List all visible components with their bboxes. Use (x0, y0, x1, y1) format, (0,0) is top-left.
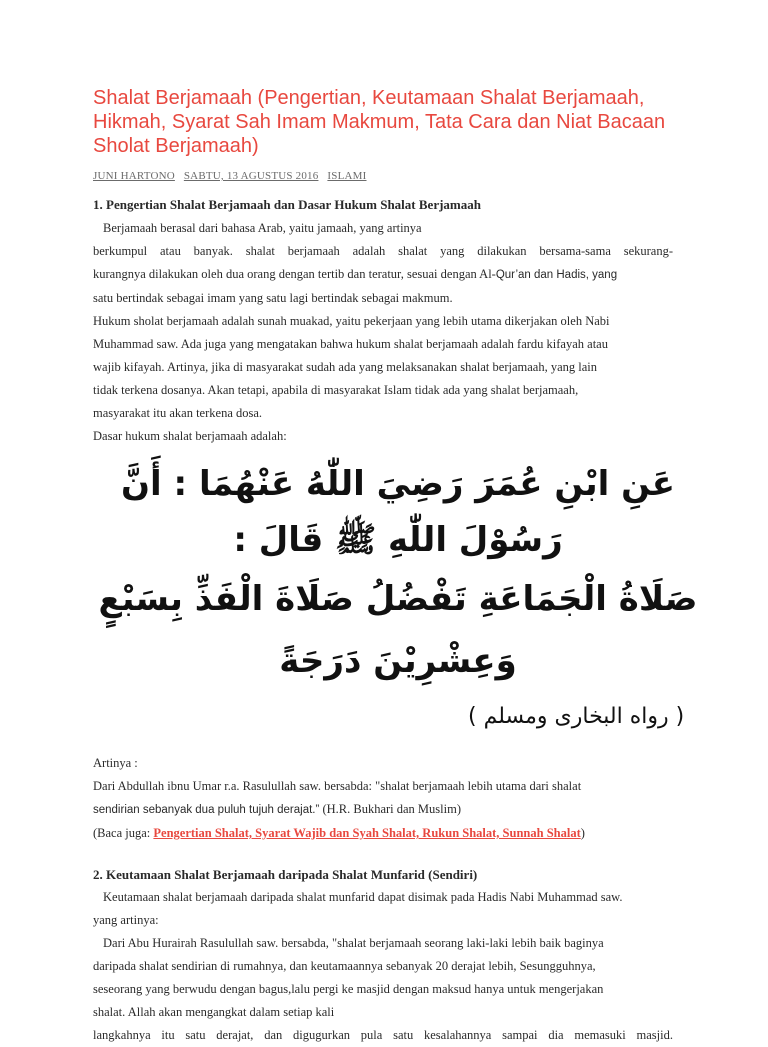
paragraph-line: Muhammad saw. Ada juga yang mengatakan bahwa hukum shalat berjamaah adalah fardu kifayah atau (93, 337, 608, 351)
line-text: kurangnya dilakukan oleh dua orang dengan tertib dan teratur, sesuai dengan Al- (93, 267, 496, 281)
paragraph-line: masyarakat itu akan terkena dosa. (93, 406, 263, 420)
section2-heading: 2. Keutamaan Shalat Berjamaah daripada Shalat Munfarid (Sendiri) (93, 867, 478, 882)
line-text-sans: Qur’an dan Hadis, yang (495, 269, 618, 281)
paragraph-line: Keutamaan shalat berjamaah daripada shalat munfarid dapat disimak pada Hadis Nabi Muhammad saw. (103, 890, 623, 904)
paragraph-line: Berjamaah berasal dari bahasa Arab, yaitu jamaah, yang artinya (103, 221, 422, 235)
paragraph-line: shalat. Allah akan mengangkat dalam setiap kali (93, 1005, 335, 1019)
paragraph-line: berkumpul atau banyak. shalat berjamaah adalah shalat yang dilakukan bersama-sama sekurang- (93, 244, 673, 258)
baca-juga (93, 822, 673, 845)
baca-juga-link[interactable]: Pengertian Shalat, Syarat Wajib dan Syah Shalat, Rukun Shalat, Sunnah Shalat (153, 826, 581, 840)
paragraph-line: Hukum sholat berjamaah adalah sunah muakad, yaitu pekerjaan yang lebih utama dikerjakan oleh Nabi (93, 314, 610, 328)
article (93, 86, 698, 1047)
paragraph-line: wajib kifayah. Artinya, jika di masyarakat sudah ada yang melaksanakan shalat berjamaah, yang lain (93, 360, 597, 374)
article-meta (93, 170, 673, 182)
paragraph-line: daripada shalat sendirian di rumahnya, dan keutamaannya sebanyak 20 derajat lebih, Sesungguhnya, (93, 959, 596, 973)
artinya-source: (H.R. Bukhari dan Muslim) (319, 802, 461, 816)
paragraph-line: seseorang yang berwudu dengan bagus,lalu pergi ke masjid dengan maksud hanya untuk mengerjakan (93, 982, 604, 996)
article-title: Shalat Berjamaah (Pengertian, Keutamaan Shalat Berjamaah, Hikmah, Syarat Sah Imam Makmum, Tata Cara dan Niat Bacaan Sholat Berjamaah) (93, 87, 666, 157)
date-link[interactable]: SABTU, 13 AGUSTUS 2016 (183, 170, 319, 182)
section1-heading: 1. Pengertian Shalat Berjamaah dan Dasar Hukum Shalat Berjamaah (93, 197, 481, 212)
artinya-line (93, 798, 673, 822)
arabic-line: صَلَاةُ الْجَمَاعَةِ تَفْضُلُ صَلَاةَ الْفَذِّ بِسَبْعٍ وَعِشْرِيْنَ دَرَجَةً (98, 579, 698, 681)
baca-juga-prefix: (Baca juga: (93, 826, 154, 840)
paragraph-line: Dari Abu Hurairah Rasulullah saw. bersabda, "shalat berjamaah seorang laki-laki lebih baik baginya (103, 936, 604, 950)
arabic-line: عَنِ ابْنِ عُمَرَ رَضِيَ اللّٰهُ عَنْهُمَا : أَنَّ رَسُوْلَ اللّٰهِ ﷺ قَالَ : (121, 464, 675, 560)
paragraph-line: langkahnya itu satu derajat, dan digugurkan pula satu kesalahannya sampai dia memasuki masjid. (93, 1028, 673, 1042)
section1-body (93, 217, 673, 448)
arabic-hadith-image (88, 456, 708, 742)
author-link[interactable]: JUNI HARTONO (93, 170, 175, 182)
baca-juga-suffix: ) (580, 826, 585, 840)
paragraph-line: Dasar hukum shalat berjamaah adalah: (93, 429, 287, 443)
category-link[interactable]: ISLAMI (327, 170, 367, 182)
arabic-source: ( رواه البخارى ومسلم ) (468, 704, 685, 729)
paragraph-line (93, 263, 673, 287)
section2-body (93, 886, 673, 1047)
paragraph-line: yang artinya: (93, 913, 159, 927)
paragraph-line: tidak terkena dosanya. Akan tetapi, apabila di masyarakat Islam tidak ada yang shalat berjamaah, (93, 383, 579, 397)
paragraph-line: satu bertindak sebagai imam yang satu lagi bertindak sebagai makmum. (93, 291, 453, 305)
artinya-text: sendirian sebanyak dua puluh tujuh derajat.” (93, 804, 320, 816)
artinya-line: Dari Abdullah ibnu Umar r.a. Rasulullah saw. bersabda: "shalat berjamaah lebih utama dari shalat (93, 779, 582, 793)
artinya-label: Artinya : (93, 756, 138, 770)
